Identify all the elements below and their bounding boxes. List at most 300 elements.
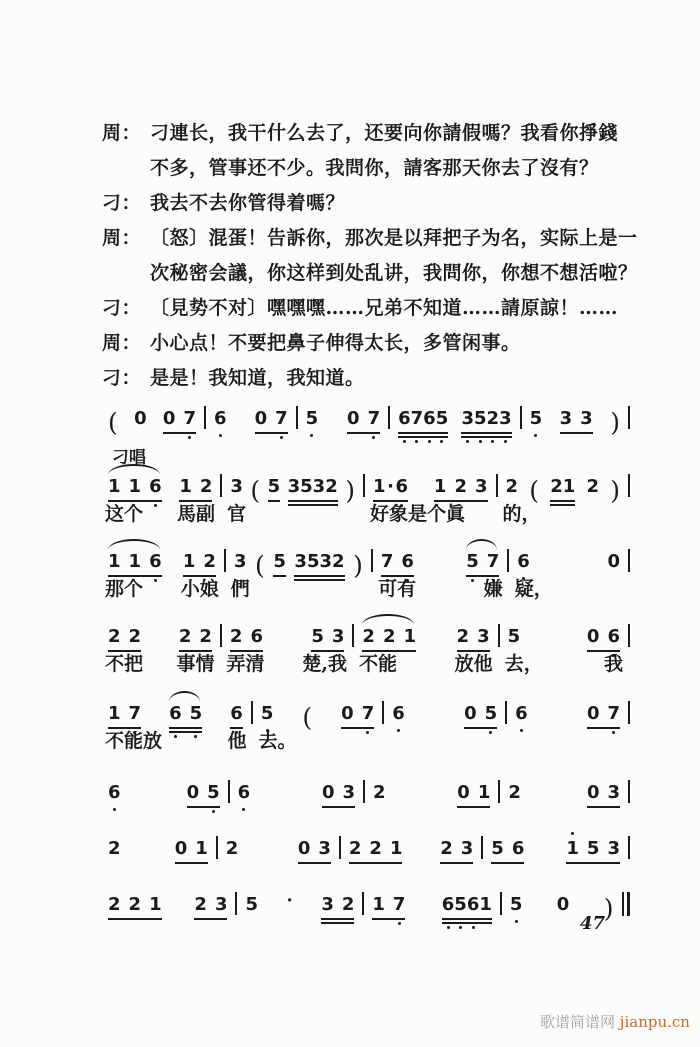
- measure: [500, 626, 628, 648]
- note-group: [530, 408, 543, 430]
- note-digit: 6: [423, 408, 436, 430]
- measure: [100, 476, 220, 498]
- lyrics-measure: [100, 652, 220, 676]
- note-group: [187, 782, 220, 804]
- note-group: [586, 476, 599, 498]
- barline: [628, 549, 630, 572]
- note-digit: 3: [460, 838, 474, 859]
- barline: [628, 780, 630, 803]
- dialogue-text: 我去不去你管得着嗎？: [150, 192, 346, 214]
- low-octave-dot: [459, 926, 462, 929]
- measure: [365, 476, 496, 498]
- note-group: [108, 782, 121, 804]
- note-digit: 1: [128, 551, 142, 572]
- note-group: [245, 894, 258, 916]
- note-group: [230, 626, 263, 648]
- note-digit: 1: [562, 476, 576, 497]
- note-digit: 0: [254, 408, 268, 429]
- note-group: [491, 838, 524, 860]
- note-digit: 0: [607, 551, 620, 572]
- measure: [341, 838, 481, 860]
- lyrics-line: [100, 502, 630, 526]
- music-line: [100, 472, 630, 505]
- low-octave-dot: [242, 808, 245, 811]
- music-line: [100, 699, 630, 732]
- barline: [627, 892, 631, 916]
- note-group: [349, 838, 403, 860]
- note-digit: 6: [515, 703, 528, 725]
- low-octave-dot: [472, 926, 475, 929]
- note-digit: ·: [387, 476, 394, 497]
- note-digit: 3: [461, 408, 474, 430]
- note-digit: 6: [149, 551, 162, 573]
- note-group: [392, 703, 405, 725]
- high-octave-dot: [571, 832, 574, 835]
- measure: [522, 407, 628, 437]
- music-line: [100, 778, 630, 804]
- note-digit: 3: [230, 476, 243, 497]
- dialogue-line: [102, 221, 638, 256]
- note-digit: 0: [586, 782, 600, 803]
- dialogue-block: [102, 116, 638, 396]
- close-paren: ): [610, 408, 620, 437]
- note-group: [440, 838, 473, 860]
- note-digit: 0: [174, 838, 188, 859]
- measure: [100, 407, 204, 437]
- note-digit: 2: [128, 894, 142, 915]
- note-digit: 2: [325, 476, 338, 497]
- low-octave-dot: [515, 920, 518, 923]
- note-digit: 0: [162, 408, 176, 429]
- note-digit: 6: [467, 894, 480, 916]
- measure: [230, 782, 363, 804]
- note-digit: 5: [510, 894, 523, 916]
- measure: [384, 703, 505, 725]
- note-digit: 6: [250, 626, 263, 647]
- lyrics-line: [100, 577, 630, 601]
- measure: [237, 890, 362, 916]
- note-digit: 3: [214, 894, 228, 915]
- lyric-chunk: 好象是个眞: [370, 503, 466, 525]
- note-digit: 2: [586, 476, 599, 497]
- note-group: [341, 703, 374, 725]
- measure: [483, 838, 628, 860]
- speaker-label: 刁：: [102, 192, 142, 214]
- dialogue-line: [102, 291, 630, 326]
- open-paren: (: [108, 408, 118, 437]
- low-octave-dot: [415, 440, 418, 443]
- barline: [622, 892, 624, 916]
- lyric-chunk: 嫌: [483, 578, 503, 600]
- note-digit: 7: [607, 703, 620, 725]
- note-digit: 1: [433, 476, 447, 497]
- note-digit: 7: [381, 551, 394, 573]
- lyric-chunk: 去，: [504, 653, 543, 675]
- note-group: [183, 551, 216, 573]
- note-digit: 5: [454, 894, 467, 916]
- note-digit: 2: [348, 838, 362, 859]
- note-digit: 5: [273, 551, 286, 572]
- note-digit: 3: [319, 551, 333, 572]
- note-group: [108, 703, 141, 725]
- low-octave-dot: [440, 440, 443, 443]
- low-octave-dot: [219, 434, 222, 437]
- note-group: [230, 703, 243, 725]
- measure: [298, 408, 388, 430]
- lyrics-measure: [222, 502, 363, 526]
- slur-arc: [466, 539, 497, 550]
- note-group: [108, 476, 162, 498]
- note-group: [321, 894, 354, 916]
- note-digit: 2: [487, 408, 500, 430]
- note-group: [587, 782, 620, 804]
- low-octave-dot: [479, 440, 482, 443]
- note-digit: 5: [491, 838, 504, 859]
- lyric-chunk: 不把: [105, 653, 144, 675]
- note-group: [194, 894, 227, 916]
- note-group: [508, 782, 521, 804]
- open-paren: (: [250, 476, 261, 505]
- dialogue-line: [102, 326, 630, 361]
- lyrics-spacer: [628, 729, 630, 753]
- note-digit: 3: [474, 476, 488, 497]
- note-digit: 0: [341, 703, 354, 724]
- note-group: [261, 703, 274, 725]
- note-group: [398, 408, 448, 430]
- lyrics-measure: [254, 729, 383, 753]
- note-digit: 1: [566, 838, 579, 860]
- note-digit: 5: [530, 408, 543, 430]
- note-digit: 6: [607, 626, 620, 648]
- note-group: [255, 408, 288, 430]
- note-digit: 1: [179, 476, 192, 497]
- lyric-chunk: 弄清: [226, 653, 265, 675]
- note-digit: 5: [190, 703, 203, 725]
- note-digit: 3: [607, 782, 620, 803]
- note-group: [560, 408, 593, 430]
- note-digit: 0: [464, 703, 477, 724]
- note-group: [457, 626, 490, 648]
- note-digit: 5: [306, 408, 319, 430]
- speaker-label: 刁：: [102, 367, 142, 389]
- measure: [507, 703, 628, 725]
- note-group: [347, 408, 380, 430]
- barline: [628, 624, 630, 647]
- note-digit: 1: [108, 551, 121, 572]
- note-group: [108, 626, 141, 648]
- note-digit: 7: [487, 551, 500, 573]
- speaker-label: 刁：: [102, 297, 142, 319]
- note-group: [464, 703, 497, 725]
- low-octave-dot: [428, 440, 431, 443]
- note-digit: 2: [332, 551, 345, 572]
- note-digit: 1: [373, 476, 386, 497]
- note-digit: 5: [261, 703, 274, 725]
- measure: [206, 408, 296, 430]
- note-digit: 5: [507, 626, 521, 647]
- note-digit: 6: [108, 782, 121, 804]
- barline: [628, 474, 630, 497]
- open-paren: (: [302, 703, 313, 732]
- lyric-chunk: 不能放: [105, 730, 163, 752]
- note-digit: 2: [341, 894, 355, 915]
- lyric-chunk: 楚,我: [302, 653, 348, 675]
- slur-arc: [362, 614, 414, 625]
- note-digit: 5: [586, 838, 600, 859]
- note-digit: 0: [347, 408, 360, 429]
- measure: [100, 551, 224, 573]
- note-digit: 6: [511, 838, 525, 859]
- note-group: [587, 626, 620, 648]
- note-digit: 3: [559, 408, 573, 429]
- lyrics-spacer: [628, 502, 630, 526]
- lyrics-measure: [100, 729, 252, 753]
- note-digit: 7: [183, 408, 196, 430]
- note-digit: 0: [134, 408, 147, 429]
- music-line: [100, 890, 630, 923]
- note-digit: 3: [294, 551, 307, 572]
- speaker-label: 周：: [102, 332, 142, 354]
- note-digit: 3: [318, 838, 331, 859]
- note-digit: 5: [245, 894, 259, 915]
- note-digit: 1: [128, 476, 142, 497]
- lyric-chunk: 疑，: [514, 578, 553, 600]
- note-digit: 1: [372, 894, 385, 915]
- note-group: [306, 408, 319, 430]
- open-paren: (: [529, 476, 539, 505]
- barline: [628, 701, 630, 724]
- note-digit: 1: [182, 551, 196, 572]
- dialogue-line: [102, 186, 630, 221]
- note-group: [506, 476, 519, 498]
- lyric-chunk: 不能: [359, 653, 398, 675]
- measure: [500, 782, 628, 804]
- note-digit: 7: [411, 408, 424, 430]
- lyrics-measure: [226, 577, 371, 601]
- note-digit: 2: [199, 626, 212, 647]
- note-digit: 6: [401, 551, 414, 573]
- dialogue-line: [102, 361, 630, 396]
- music-line: [100, 547, 630, 580]
- note-group: [510, 894, 523, 916]
- note-group: [226, 838, 239, 860]
- low-octave-dot: [491, 440, 494, 443]
- music-line: [100, 404, 630, 437]
- note-digit: 2: [454, 476, 467, 497]
- lyric-chunk: 的，: [502, 503, 541, 525]
- measure: [253, 702, 382, 732]
- note-group: [108, 551, 162, 573]
- note-digit: 1: [195, 838, 208, 859]
- note-group: [108, 838, 121, 860]
- note-group: [508, 626, 521, 648]
- note-digit: 6: [149, 476, 162, 498]
- dialogue-text: 刁連长，我干什么去了，还要向你請假嗎？我看你掙錢: [150, 122, 619, 144]
- note-group: [434, 476, 488, 498]
- lyrics-measure: [373, 577, 508, 601]
- measure: [100, 703, 251, 725]
- low-octave-dot: [280, 436, 283, 439]
- note-digit: 5: [207, 782, 220, 804]
- dialogue-text: 〔怒〕混蛋！告訴你，那次是以拜把子为名，实际上是一: [150, 227, 638, 249]
- note-group: [442, 894, 492, 916]
- low-octave-dot: [466, 440, 469, 443]
- note-digit: 3: [312, 476, 326, 497]
- note-digit: 1: [403, 626, 416, 647]
- note-group: [108, 894, 162, 916]
- note-group: [238, 782, 251, 804]
- measure: [226, 550, 371, 580]
- note-group: [294, 551, 344, 573]
- note-digit: 3: [477, 626, 490, 647]
- dialogue-text: 小心点！不要把鼻子伸得太长，多管闲事。: [150, 332, 521, 354]
- note-group: [163, 408, 196, 430]
- note-digit: 1: [108, 703, 121, 724]
- barline: [628, 836, 630, 859]
- note-digit: 2: [194, 894, 207, 915]
- note-digit: 0: [586, 703, 600, 724]
- lyric-chunk: 馬副: [177, 503, 216, 525]
- lyric-chunk: 这个: [105, 503, 144, 525]
- note-digit: 6: [214, 408, 227, 430]
- measure: [100, 626, 220, 648]
- lyrics-line: [100, 729, 630, 753]
- note-digit: 5: [306, 551, 320, 572]
- low-octave-dot: [310, 434, 313, 437]
- lyric-chunk: 我: [603, 653, 623, 675]
- low-octave-dot: [188, 436, 191, 439]
- note-group: [273, 551, 286, 573]
- note-digit: 0: [186, 782, 200, 803]
- note-group: [234, 551, 247, 573]
- speaker-label: 周：: [102, 122, 142, 144]
- lyrics-measure: [385, 729, 506, 753]
- note-digit: 1: [149, 894, 162, 915]
- note-digit: 3: [287, 476, 301, 497]
- note-group: [288, 476, 338, 498]
- note-digit: 2: [362, 626, 375, 647]
- note-group: [517, 551, 530, 573]
- note-digit: 3: [342, 782, 355, 803]
- lyrics-measure: [100, 502, 220, 526]
- measure: [222, 475, 363, 505]
- lyrics-measure: [510, 577, 628, 601]
- low-octave-dot: [372, 436, 375, 439]
- close-paren: ): [353, 551, 363, 580]
- note-group: [373, 782, 386, 804]
- lyrics-line: [100, 652, 630, 676]
- lyric-chunk: 小娘: [180, 578, 219, 600]
- note-digit: 2: [225, 838, 239, 859]
- note-digit: 2: [199, 476, 213, 497]
- low-octave-dot: [113, 808, 116, 811]
- dialogue-text: 不多，管事还不少。我問你，請客那天你去了沒有？: [150, 157, 599, 179]
- note-group: [179, 626, 212, 648]
- measure: [373, 551, 507, 573]
- note-group: [298, 838, 331, 860]
- lyrics-measure: [500, 652, 628, 676]
- music-line: [100, 622, 630, 648]
- note-digit: 2: [108, 894, 121, 915]
- lyrics-measure: [507, 729, 628, 753]
- slur-arc: [169, 691, 200, 702]
- note-digit: 6: [398, 408, 411, 430]
- dialogue-line: [102, 256, 638, 291]
- low-octave-dot: [534, 434, 537, 437]
- note-digit: 6: [517, 551, 530, 573]
- note-digit: 1: [477, 782, 491, 803]
- note-digit: 3: [331, 626, 345, 647]
- note-digit: 2: [229, 626, 243, 647]
- music-line: [100, 834, 630, 860]
- open-paren: (: [255, 551, 265, 580]
- measure: [509, 551, 628, 573]
- lyric-chunk: 可有: [378, 578, 417, 600]
- note-digit: 5: [300, 476, 313, 497]
- note-digit: 5: [466, 551, 479, 573]
- lyric-chunk: 他: [227, 730, 247, 752]
- lyric-chunk: 事情: [176, 653, 215, 675]
- measure: [100, 838, 216, 860]
- measure: [222, 626, 353, 648]
- note-digit: 7: [275, 408, 288, 430]
- note-digit: 0: [586, 626, 600, 647]
- note-digit: 6: [442, 894, 455, 916]
- note-digit: 7: [362, 703, 375, 725]
- slur-arc: [108, 539, 160, 550]
- note-group: [169, 703, 202, 725]
- note-digit: 6: [169, 703, 182, 725]
- note-group: [268, 476, 281, 498]
- lyric-chunk: 官: [227, 503, 247, 525]
- note-digit: 5: [474, 408, 487, 430]
- measure: [100, 894, 235, 916]
- page-number: 47: [580, 913, 606, 934]
- lyrics-measure: [354, 652, 498, 676]
- note-group: [381, 551, 414, 573]
- dialogue-text: 次秘密会議，你这样到处乱讲，我問你，你想不想活啦？: [150, 262, 638, 284]
- note-group: [179, 476, 212, 498]
- note-digit: 0: [297, 838, 311, 859]
- note-group: [134, 408, 147, 430]
- note-group: [557, 894, 570, 916]
- note-digit: 7: [129, 703, 142, 725]
- dot-after: ·: [286, 890, 293, 911]
- note-group: [311, 626, 344, 648]
- note-digit: 1: [389, 838, 403, 859]
- watermark-site-url: jianpu.cn: [619, 1013, 690, 1031]
- note-digit: 2: [178, 626, 192, 647]
- lyrics-measure: [498, 502, 629, 526]
- close-paren: ): [603, 894, 614, 923]
- note-digit: 0: [556, 894, 570, 915]
- lyrics-spacer: [628, 577, 630, 601]
- note-digit: 2: [440, 838, 453, 859]
- note-digit: 2: [550, 476, 563, 497]
- lyrics-measure: [365, 502, 496, 526]
- note-digit: 2: [508, 782, 521, 803]
- close-paren: ): [345, 476, 355, 505]
- note-group: [457, 782, 490, 804]
- note-group: [372, 894, 405, 916]
- measure: [364, 894, 499, 916]
- note-digit: 3: [607, 838, 620, 859]
- low-octave-dot: [447, 926, 450, 929]
- final-barline: [622, 892, 631, 916]
- note-group: [175, 838, 208, 860]
- note-group: [566, 838, 620, 860]
- lyric-chunk: 們: [230, 578, 250, 600]
